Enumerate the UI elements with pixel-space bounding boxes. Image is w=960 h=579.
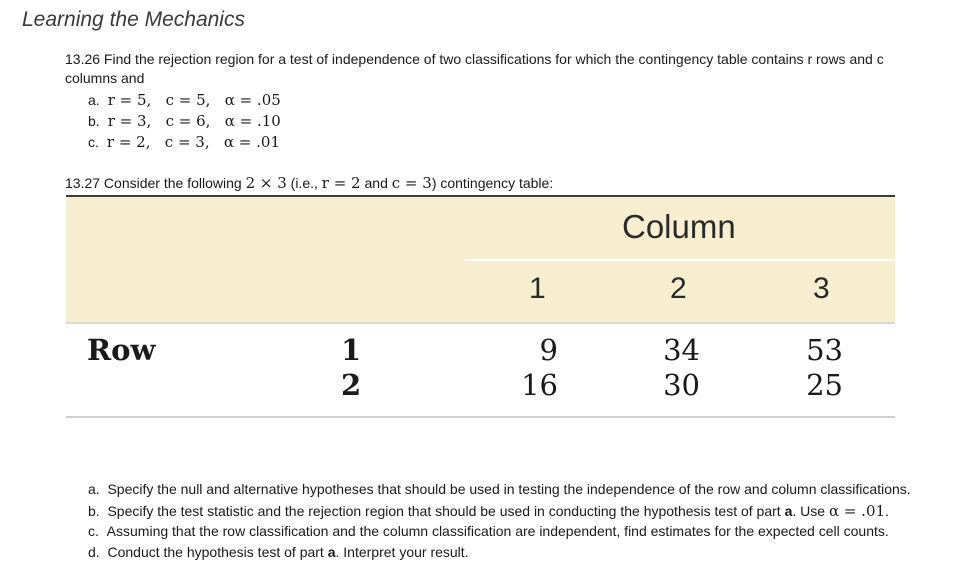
question-text: . Interpret your result. — [335, 544, 469, 560]
exercise-13-27-intro — [65, 174, 553, 192]
exercise-13-26-text-line1: 13.26 Find the rejection region for a test of independence of two classifications for which the contingency table contains r rows and c — [65, 51, 884, 67]
part-expression: r = 5, c = 5, α = .05 — [107, 91, 281, 109]
part-label: a. — [88, 92, 100, 108]
table-cell: 16 — [521, 368, 558, 402]
question-label: a. — [88, 481, 100, 497]
question-label: d. — [88, 544, 100, 560]
table-cell: 30 — [663, 368, 700, 402]
row-title: Row — [87, 333, 156, 367]
intro-rows: r = 2 — [321, 174, 361, 192]
part-expression: r = 2, c = 3, α = .01 — [106, 133, 280, 151]
column-title: Column — [622, 208, 736, 245]
column-header-1: 1 — [529, 272, 546, 305]
intro-dims: 2 × 3 — [245, 174, 287, 192]
question-label: b. — [88, 503, 100, 519]
question-b — [88, 502, 889, 520]
intro-text: (i.e., — [286, 175, 322, 191]
part-label: b. — [88, 113, 100, 129]
exercise-13-26-text-line2: columns and — [65, 70, 145, 86]
question-text: Specify the null and alternative hypotheses that should be used in testing the independence of the row and column classifications. — [107, 481, 911, 497]
intro-cols: c = 3 — [391, 174, 432, 192]
table-cell: 34 — [663, 333, 700, 367]
question-text: Specify the test statistic and the rejection region that should be used in conducting the hypothesis test of part — [107, 503, 785, 519]
table-cell: 25 — [806, 368, 843, 402]
exercise-13-26-part-b — [88, 112, 281, 130]
exercise-13-26-part-c — [88, 133, 280, 151]
question-text: Assuming that the row classification and the column classification are independent, find estimates for the expected cell counts. — [106, 523, 889, 539]
table-bottom-rule — [66, 416, 895, 418]
table-header-bottom-rule — [66, 322, 895, 324]
question-d — [88, 544, 469, 560]
table-cell: 9 — [539, 333, 558, 367]
question-a — [88, 481, 911, 497]
question-label: c. — [88, 523, 99, 539]
section-title: Learning the Mechanics — [22, 8, 245, 31]
question-text: . Use — [792, 503, 829, 519]
row-header-2: 2 — [341, 368, 362, 402]
intro-text: ) contingency table: — [431, 175, 554, 191]
column-header-rule — [465, 259, 895, 261]
table-cell: 53 — [806, 333, 843, 367]
alpha-expression: α = .01 — [828, 502, 886, 520]
column-header-2: 2 — [670, 272, 687, 305]
exercise-13-26-part-a — [88, 91, 281, 109]
question-text: Conduct the hypothesis test of part — [107, 544, 328, 560]
question-text: . — [885, 503, 889, 519]
intro-text: and — [360, 175, 392, 191]
part-expression: r = 3, c = 6, α = .10 — [107, 112, 281, 130]
part-reference: a — [327, 544, 336, 560]
intro-text: 13.27 Consider the following — [65, 175, 246, 191]
column-header-3: 3 — [813, 272, 830, 305]
part-label: c. — [88, 134, 99, 150]
part-reference: a — [784, 503, 793, 519]
row-header-1: 1 — [341, 333, 362, 367]
question-c — [88, 523, 889, 539]
